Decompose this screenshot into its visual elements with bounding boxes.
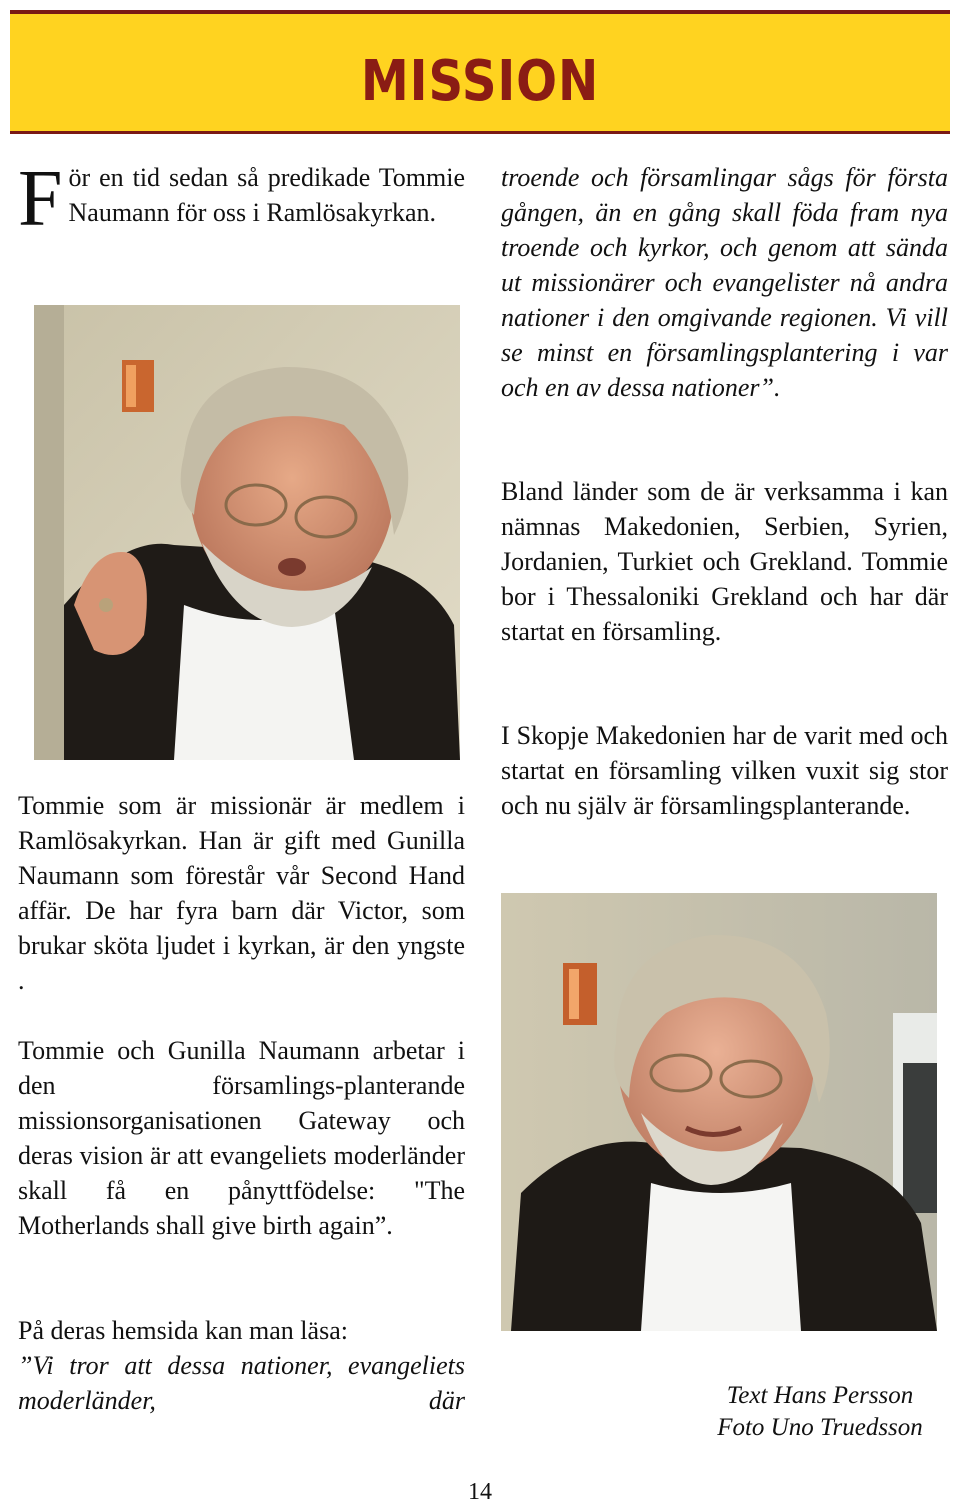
page-number: 14 [468, 1479, 492, 1505]
member-paragraph: Tommie som är missionär är medlem i Ramlösakyrkan. Han är gift med Gunilla Naumann som förestår vår Second Hand affär. De har fyra barn där Victor, som brukar sköta ljudet i kyrkan, är den yngste . [18, 791, 465, 995]
website-paragraph: På deras hemsida kan man läsa: [18, 1316, 348, 1345]
photo-credit: Foto Uno Truedsson [717, 1414, 923, 1441]
intro-paragraph [18, 155, 465, 243]
drop-cap: F [18, 155, 63, 243]
quote-continued [501, 160, 948, 405]
header-banner [10, 10, 950, 134]
portrait-image-2 [501, 893, 937, 1331]
portrait-image [34, 305, 460, 760]
photo-tommie-gesturing [34, 305, 460, 760]
countries-paragraph: Bland länder som de är verksamma i kan nämnas Makedonien, Serbien, Syrien, Jordanien, Turkiet och Grekland. Tommie bor i Thessaloniki Grekland och har där startat en församling. [501, 477, 948, 646]
quote-part-a: troende och församlingar sågs för första gången, än en gång skall föda fram nya troende och kyrkor, och genom att sända ut missionärer och evangelister nå andra nationer i den omgivande regionen. [501, 163, 948, 332]
photo-tommie-speaking [501, 893, 937, 1331]
page-title: MISSION [360, 49, 600, 114]
quote-start: ”Vi tror att dessa nationer, evangeliets moderländer, där [18, 1351, 465, 1415]
text-credit: Text Hans Persson [726, 1382, 914, 1409]
intro-text: ör en tid sedan så predikade Tommie Naumann för oss i Ramlösakyrkan. [68, 163, 465, 227]
quote-part-b: Vi vill se minst en församlingsplantering i var och en av dessa nationer”. [501, 303, 949, 402]
gateway-paragraph: Tommie och Gunilla Naumann arbetar i den församlings-planterande missionsorganisationen Gateway och deras vision är att evangeliets moderländer skall få en pånyttfödelse: "The Motherlands shall give birth again”. [18, 1036, 465, 1240]
skopje-paragraph: I Skopje Makedonien har de varit med och startat en församling vilken vuxit sig stor och nu själv är församlingsplanterande. [501, 721, 948, 820]
